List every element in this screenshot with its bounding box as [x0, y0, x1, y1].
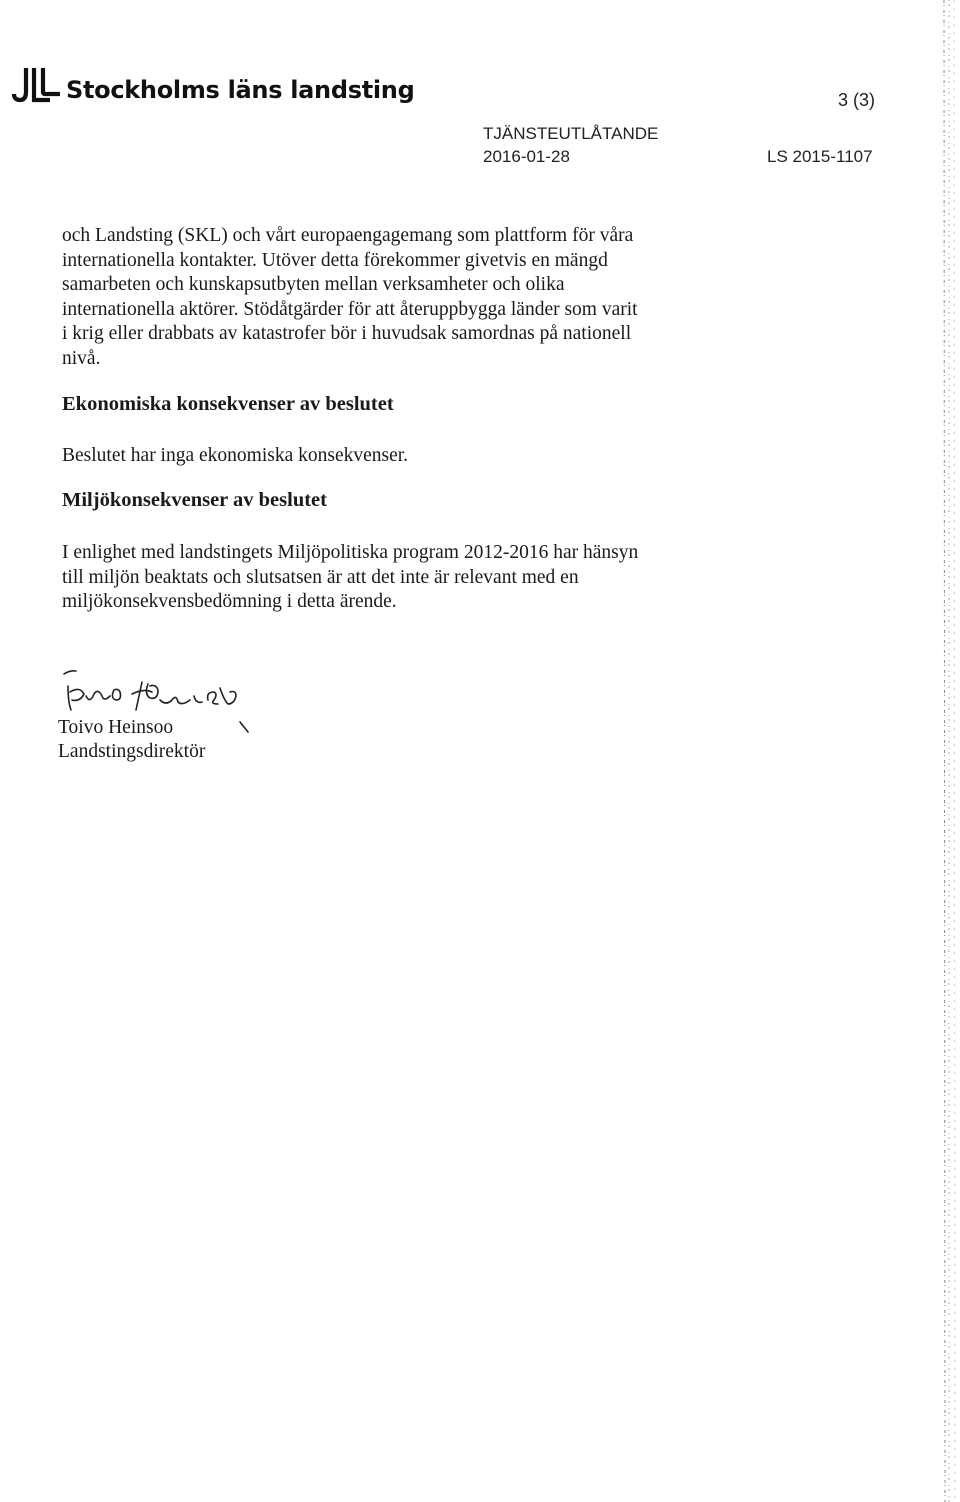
economic-text — [62, 444, 408, 469]
paragraph-line: till miljön beaktats och slutsatsen är att det inte är relevant med en — [62, 566, 579, 588]
paragraph-line: samarbeten och kunskapsutbyten mellan verksamheter och olika — [62, 274, 565, 295]
page-number: 3 (3) — [838, 90, 876, 110]
paragraph-line: Beslutet har inga ekonomiska konsekvenser. — [62, 445, 409, 466]
paragraph-line: internationella kontakter. Utöver detta förekommer givetvis en mängd — [62, 249, 608, 271]
organization-name: Stockholms läns landsting — [66, 76, 415, 104]
document-date: 2016-01-28 — [483, 147, 570, 166]
document-type: TJÄNSTEUTLÅTANDE — [483, 124, 659, 143]
paragraph-line: i krig eller drabbats av katastrofer bör i huvudsak samordnas på nationell — [62, 323, 632, 344]
paragraph-line: och Landsting (SKL) och vårt europaengagemang som plattform för våra — [62, 225, 634, 246]
paragraph-line: I enlighet med landstingets Miljöpolitiska program 2012-2016 har hänsyn — [62, 542, 639, 563]
sll-logo-icon — [10, 64, 62, 104]
paragraph-line: nivå. — [62, 347, 101, 369]
signatory-name: Toivo Heinsoo — [58, 717, 174, 738]
paragraph-line: internationella aktörer. Stödåtgärder för att återuppbygga länder som varit — [62, 298, 638, 320]
signatory-title: Landstingsdirektör — [58, 741, 206, 762]
economic-heading: Ekonomiska konsekvenser av beslutet — [62, 393, 394, 415]
scan-edge-border — [940, 0, 960, 1502]
paragraph-line: miljökonsekvensbedömning i detta ärende. — [62, 591, 397, 612]
document-reference: LS 2015-1107 — [767, 147, 873, 166]
environment-heading: Miljökonsekvenser av beslutet — [62, 489, 327, 511]
environment-paragraph — [62, 541, 638, 615]
intro-paragraph — [62, 224, 638, 371]
